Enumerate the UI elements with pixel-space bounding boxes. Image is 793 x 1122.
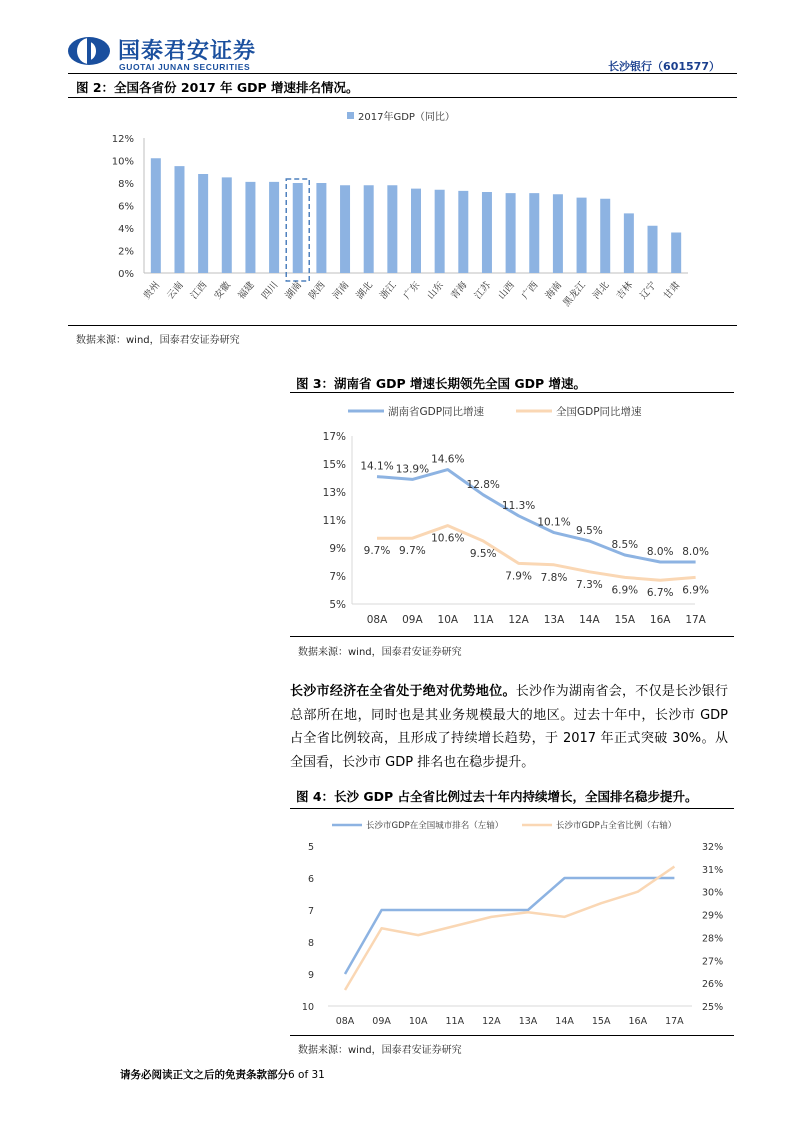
- page-number: 6 of 31: [288, 1069, 325, 1081]
- bar: [364, 185, 374, 273]
- x-tick-label: 吉林: [614, 279, 636, 302]
- bar: [387, 185, 397, 273]
- y-tick-label: 17%: [322, 431, 346, 443]
- x-tick-label: 13A: [518, 1016, 538, 1027]
- x-tick-label: 09A: [372, 1016, 391, 1027]
- legend-label-rank: 长沙市GDP在全国城市排名（左轴）: [366, 821, 504, 831]
- x-tick-label: 江西: [188, 279, 210, 302]
- data-label: 8.0%: [646, 546, 674, 558]
- bar: [151, 158, 161, 273]
- bar: [648, 226, 658, 273]
- y-tick-label: 2%: [118, 246, 134, 258]
- y-tick-label: 13%: [322, 487, 346, 499]
- figure2-bottom-rule: [68, 325, 737, 326]
- x-tick-label: 16A: [628, 1016, 648, 1027]
- x-tick-label: 14A: [555, 1016, 574, 1027]
- bar: [435, 190, 445, 273]
- x-tick-label: 14A: [579, 614, 600, 626]
- x-tick-label: 17A: [685, 614, 706, 626]
- company-name-en: GUOTAI JUNAN SECURITIES: [119, 62, 251, 72]
- x-tick-label: 10A: [437, 614, 459, 626]
- body-paragraph: [290, 680, 728, 774]
- x-tick-label: 12A: [482, 1016, 501, 1027]
- y-tick-label: 9%: [329, 543, 346, 555]
- bar: [506, 193, 516, 273]
- legend-label-share: 长沙市GDP占全省比例（右轴）: [556, 821, 677, 831]
- left-tick-label: 7: [307, 906, 314, 917]
- report-subject: 长沙银行（601577）: [608, 60, 720, 73]
- footer: [120, 1067, 325, 1082]
- x-tick-label: 云南: [165, 279, 186, 302]
- data-label: 11.3%: [501, 499, 536, 512]
- bar: [458, 191, 468, 273]
- figure3-source: 数据来源：wind，国泰君安证券研究: [298, 647, 462, 658]
- data-label: 7.8%: [540, 571, 568, 584]
- x-tick-label: 黑龙江: [561, 279, 588, 309]
- bar: [222, 177, 232, 273]
- data-label: 12.8%: [466, 478, 500, 491]
- x-tick-label: 陕西: [307, 279, 328, 302]
- right-tick-label: 26%: [702, 979, 724, 991]
- x-tick-label: 青海: [448, 279, 470, 302]
- x-tick-label: 广东: [401, 279, 423, 302]
- series-line: [345, 878, 674, 974]
- bar: [600, 199, 610, 273]
- x-tick-label: 17A: [665, 1016, 684, 1027]
- data-label: 9.7%: [363, 545, 391, 558]
- paragraph-text: 长沙作为湖南省会，不仅是长沙银行总部所在地，同时也是其业务规模最大的地区。过去十年中，长沙市 GDP 占全省比例较高，且形成了持续增长趋势，于 2017 年正式突破 30%。从全国看，长沙市 GDP 排名也在稳步提升。: [290, 684, 728, 770]
- x-tick-label: 河南: [330, 279, 352, 302]
- y-tick-label: 6%: [118, 201, 134, 213]
- data-label: 7.9%: [505, 570, 532, 583]
- x-tick-label: 甘肃: [661, 279, 683, 302]
- y-tick-label: 8%: [118, 179, 134, 190]
- bar: [529, 193, 539, 273]
- x-tick-label: 08A: [366, 614, 388, 626]
- bar: [411, 189, 421, 273]
- figure2-top-rule: [68, 97, 737, 98]
- data-label: 8.5%: [611, 539, 639, 551]
- figure3-chart: [290, 393, 734, 634]
- y-tick-label: 12%: [111, 134, 134, 145]
- left-tick-label: 6: [307, 874, 314, 885]
- y-tick-label: 10%: [111, 156, 134, 168]
- x-tick-label: 贵州: [141, 279, 163, 302]
- y-tick-label: 11%: [322, 515, 346, 527]
- data-label: 8.0%: [682, 546, 709, 558]
- data-label: 10.6%: [431, 532, 465, 545]
- x-tick-label: 12A: [508, 614, 529, 626]
- y-tick-label: 0%: [118, 269, 134, 280]
- data-label: 6.7%: [646, 587, 674, 600]
- bar: [553, 194, 563, 273]
- left-tick-label: 5: [307, 842, 314, 853]
- right-tick-label: 31%: [702, 864, 724, 876]
- x-tick-label: 11A: [472, 614, 494, 626]
- x-tick-label: 08A: [335, 1016, 355, 1027]
- x-tick-label: 15A: [591, 1016, 611, 1027]
- right-tick-label: 29%: [702, 910, 724, 922]
- x-tick-label: 海南: [543, 279, 565, 302]
- right-tick-label: 27%: [702, 956, 724, 968]
- x-tick-label: 福建: [236, 279, 257, 302]
- legend-label-hunan: 湖南省GDP同比增速: [388, 406, 485, 418]
- left-tick-label: 9: [307, 970, 314, 981]
- right-tick-label: 25%: [702, 1002, 724, 1013]
- bar: [198, 174, 208, 273]
- bar: [671, 233, 681, 274]
- figure4-bottom-rule: [290, 1035, 734, 1036]
- x-tick-label: 辽宁: [638, 279, 659, 302]
- y-tick-label: 5%: [329, 599, 346, 611]
- left-tick-label: 8: [307, 938, 314, 949]
- x-tick-label: 09A: [402, 614, 423, 626]
- footer-disclaimer: 请务必阅读正文之后的免责条款部分: [120, 1069, 288, 1081]
- x-tick-label: 安徽: [212, 279, 234, 302]
- legend-label-national: 全国GDP同比增速: [556, 406, 642, 418]
- figure4-source: 数据来源：wind，国泰君安证券研究: [298, 1045, 462, 1056]
- data-label: 9.5%: [576, 525, 603, 537]
- bar: [340, 185, 350, 273]
- bar: [482, 192, 492, 273]
- x-tick-label: 15A: [614, 614, 636, 626]
- series-line: [345, 867, 674, 990]
- x-tick-label: 16A: [649, 614, 671, 626]
- data-label: 10.1%: [537, 516, 571, 529]
- x-tick-label: 山西: [496, 279, 517, 302]
- right-tick-label: 28%: [702, 933, 724, 945]
- figure3-bottom-rule: [290, 636, 734, 637]
- right-tick-label: 32%: [702, 842, 724, 853]
- data-label: 9.5%: [469, 548, 497, 560]
- x-tick-label: 11A: [445, 1016, 465, 1027]
- data-label: 14.6%: [431, 453, 465, 466]
- data-label: 9.7%: [399, 545, 426, 558]
- right-tick-label: 30%: [702, 887, 724, 899]
- x-tick-label: 河北: [590, 279, 612, 302]
- figure3-title: 图 3：湖南省 GDP 增速长期领先全国 GDP 增速。: [296, 376, 587, 391]
- bar: [174, 166, 184, 273]
- x-tick-label: 13A: [543, 614, 565, 626]
- x-tick-label: 浙江: [377, 279, 399, 302]
- bar: [269, 182, 279, 273]
- legend-swatch: [347, 112, 354, 119]
- bar: [624, 213, 634, 273]
- y-tick-label: 4%: [118, 224, 134, 235]
- bar: [577, 198, 587, 273]
- x-tick-label: 湖南: [283, 279, 305, 302]
- figure4-title: 图 4：长沙 GDP 占全省比例过去十年内持续增长，全国排名稳步提升。: [296, 789, 698, 804]
- x-tick-label: 广西: [519, 279, 541, 302]
- data-label: 6.9%: [682, 584, 709, 597]
- data-label: 13.9%: [395, 463, 430, 476]
- company-logo: [67, 36, 111, 66]
- bar: [245, 182, 255, 273]
- bar: [316, 183, 326, 273]
- x-tick-label: 山东: [425, 279, 446, 302]
- x-tick-label: 湖北: [354, 279, 375, 302]
- figure2-title: 图 2：全国各省份 2017 年 GDP 增速排名情况。: [76, 80, 359, 95]
- x-tick-label: 江苏: [472, 279, 494, 302]
- figure2-source: 数据来源：wind，国泰君安证券研究: [76, 335, 240, 346]
- y-tick-label: 15%: [322, 459, 346, 471]
- header-divider: [68, 73, 737, 74]
- figure2-chart: [68, 99, 737, 325]
- left-tick-label: 10: [301, 1002, 314, 1013]
- x-tick-label: 四川: [259, 279, 281, 302]
- data-label: 6.9%: [611, 584, 639, 597]
- x-tick-label: 10A: [408, 1016, 428, 1027]
- y-tick-label: 7%: [329, 571, 346, 583]
- bar: [293, 183, 303, 273]
- legend-label: 2017年GDP（同比）: [358, 112, 455, 123]
- company-name-cn: 国泰君安证券: [118, 39, 257, 64]
- figure4-chart: [290, 809, 734, 1035]
- data-label: 14.1%: [360, 460, 394, 473]
- paragraph-lead: 长沙市经济在全省处于绝对优势地位。: [290, 684, 516, 699]
- data-label: 7.3%: [576, 578, 603, 591]
